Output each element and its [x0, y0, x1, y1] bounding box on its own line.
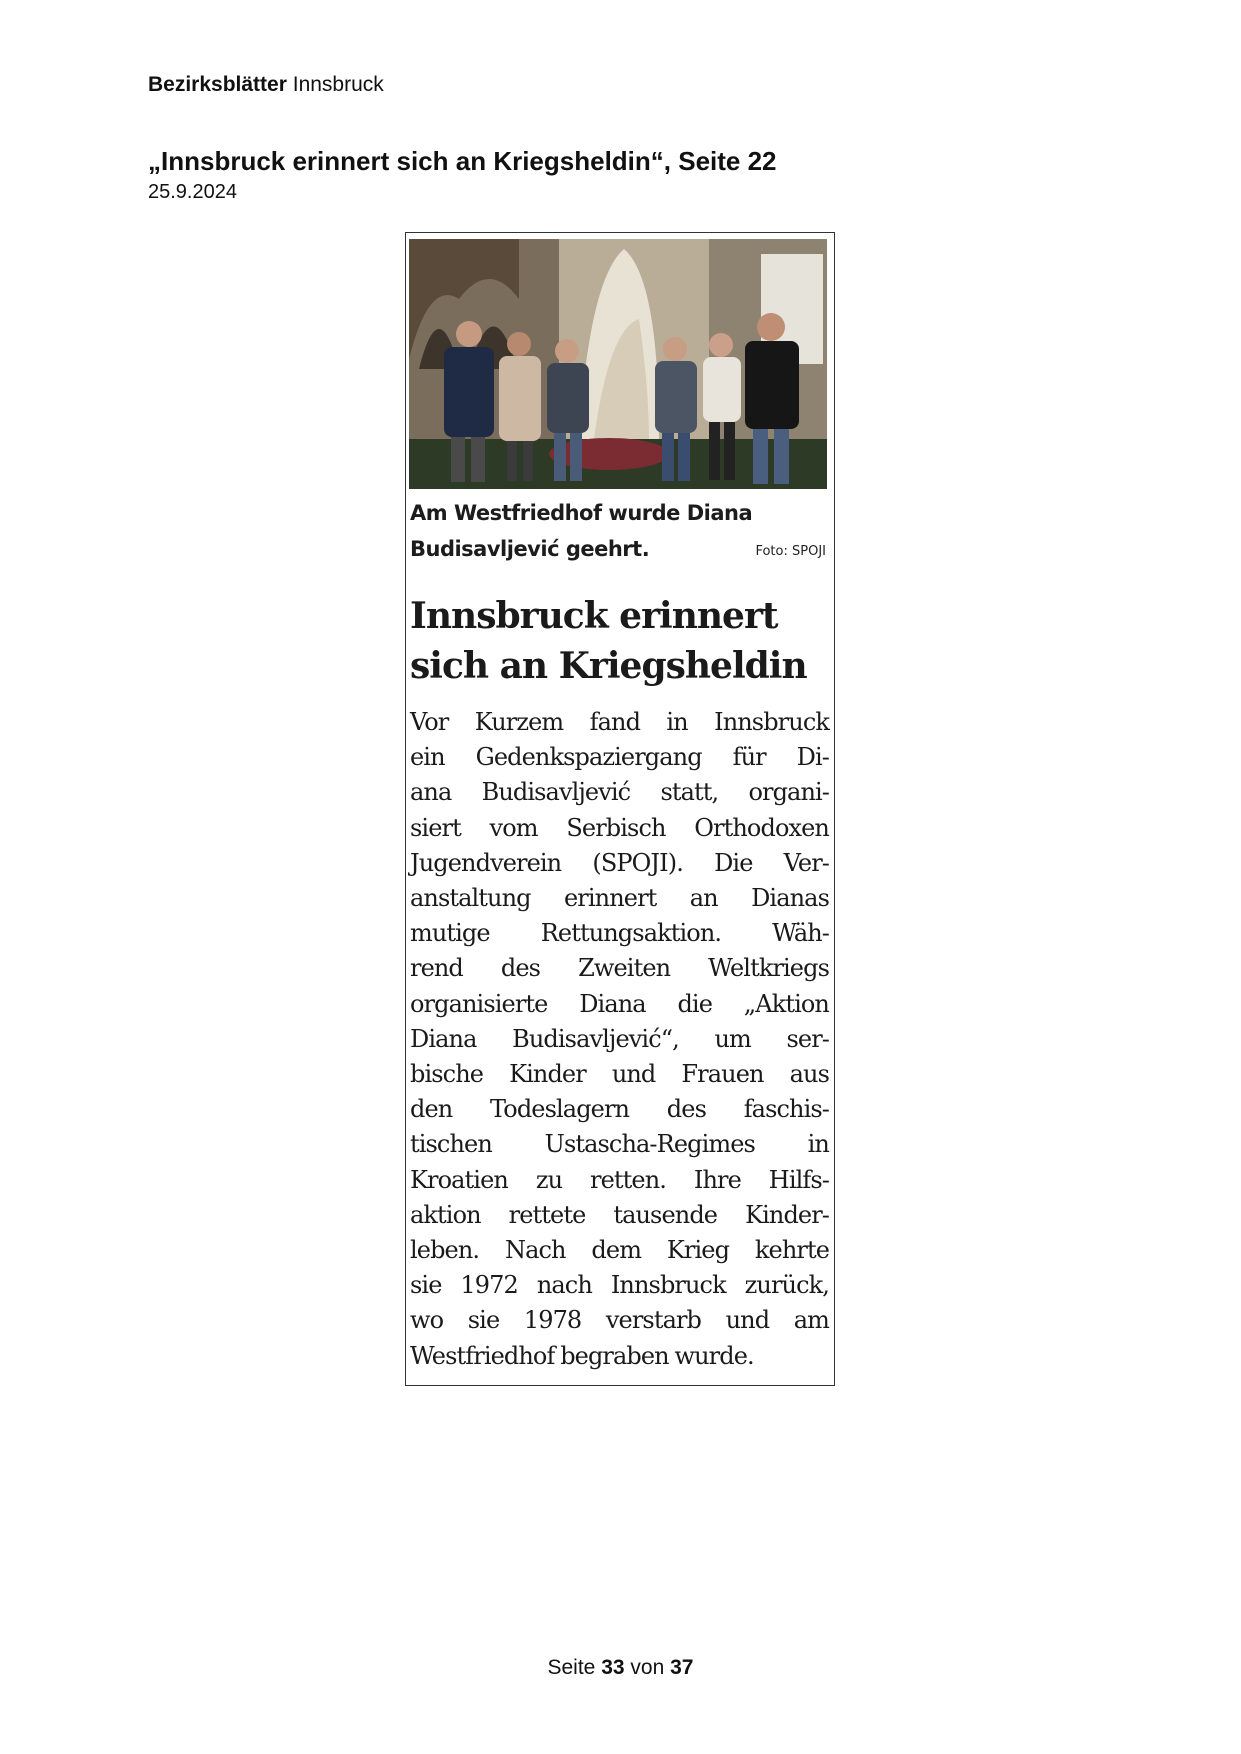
- article-body-line: den Todeslagern des faschis-: [410, 1095, 829, 1124]
- article-body-line: aktion rettete tausende Kinder-: [410, 1200, 829, 1229]
- article-body-line: ana Budisavljević statt, organi-: [410, 778, 829, 807]
- publication-name-bold: Bezirksblätter: [148, 73, 287, 96]
- article-body-line: mutige Rettungsaktion. Wäh-: [410, 919, 829, 948]
- article-body-line: wo sie 1978 verstarb und am: [410, 1306, 829, 1335]
- page-number: [0, 1656, 1241, 1680]
- photo-credit: Foto: SPOJI: [755, 544, 826, 559]
- article-reference-headline: „Innsbruck erinnert sich an Kriegsheldin“, Seite 22: [148, 146, 777, 176]
- photo-caption-line: Am Westfriedhof wurde Diana: [410, 501, 753, 525]
- article-body-line: Jugendverein (SPOJI). Die Ver-: [410, 848, 829, 877]
- group-photo-illustration: [409, 239, 827, 489]
- article-title: [410, 591, 830, 691]
- article-body-line: ein Gedenkspaziergang für Di-: [410, 743, 829, 772]
- article-body-line: anstaltung erinnert an Dianas: [410, 884, 829, 913]
- article-body: [410, 705, 829, 1374]
- publication-name: [148, 73, 384, 97]
- newspaper-clipping: [405, 232, 835, 1386]
- page-number-mid: von: [630, 1656, 665, 1679]
- article-body-line: rend des Zweiten Weltkriegs: [410, 954, 829, 983]
- photo-caption-line: Budisavljević geehrt.: [410, 537, 650, 561]
- article-body-line: bische Kinder und Frauen aus: [410, 1060, 829, 1089]
- article-body-line: leben. Nach dem Krieg kehrte: [410, 1236, 829, 1265]
- page-number-current: 33: [601, 1656, 625, 1679]
- page-number-prefix: Seite: [547, 1656, 596, 1679]
- publication-name-rest: Innsbruck: [292, 73, 384, 96]
- article-body-line: Kroatien zu retten. Ihre Hilfs-: [410, 1165, 829, 1194]
- article-title-line: Innsbruck erinnert: [410, 595, 778, 637]
- article-body-line: tischen Ustascha-Regimes in: [410, 1130, 829, 1159]
- article-body-line: Vor Kurzem fand in Innsbruck: [410, 708, 829, 736]
- article-body-line: Diana Budisavljević“, um ser-: [410, 1024, 829, 1053]
- article-photo: [409, 239, 827, 489]
- article-title-line: sich an Kriegsheldin: [410, 645, 807, 687]
- article-date: 25.9.2024: [148, 181, 237, 203]
- page-number-total: 37: [670, 1656, 694, 1679]
- article-body-line: sie 1972 nach Innsbruck zurück,: [410, 1271, 829, 1300]
- article-body-line: organisierte Diana die „Aktion: [410, 989, 829, 1018]
- article-body-line: Westfriedhof begraben wurde.: [410, 1341, 754, 1370]
- article-body-line: siert vom Serbisch Orthodoxen: [410, 813, 829, 842]
